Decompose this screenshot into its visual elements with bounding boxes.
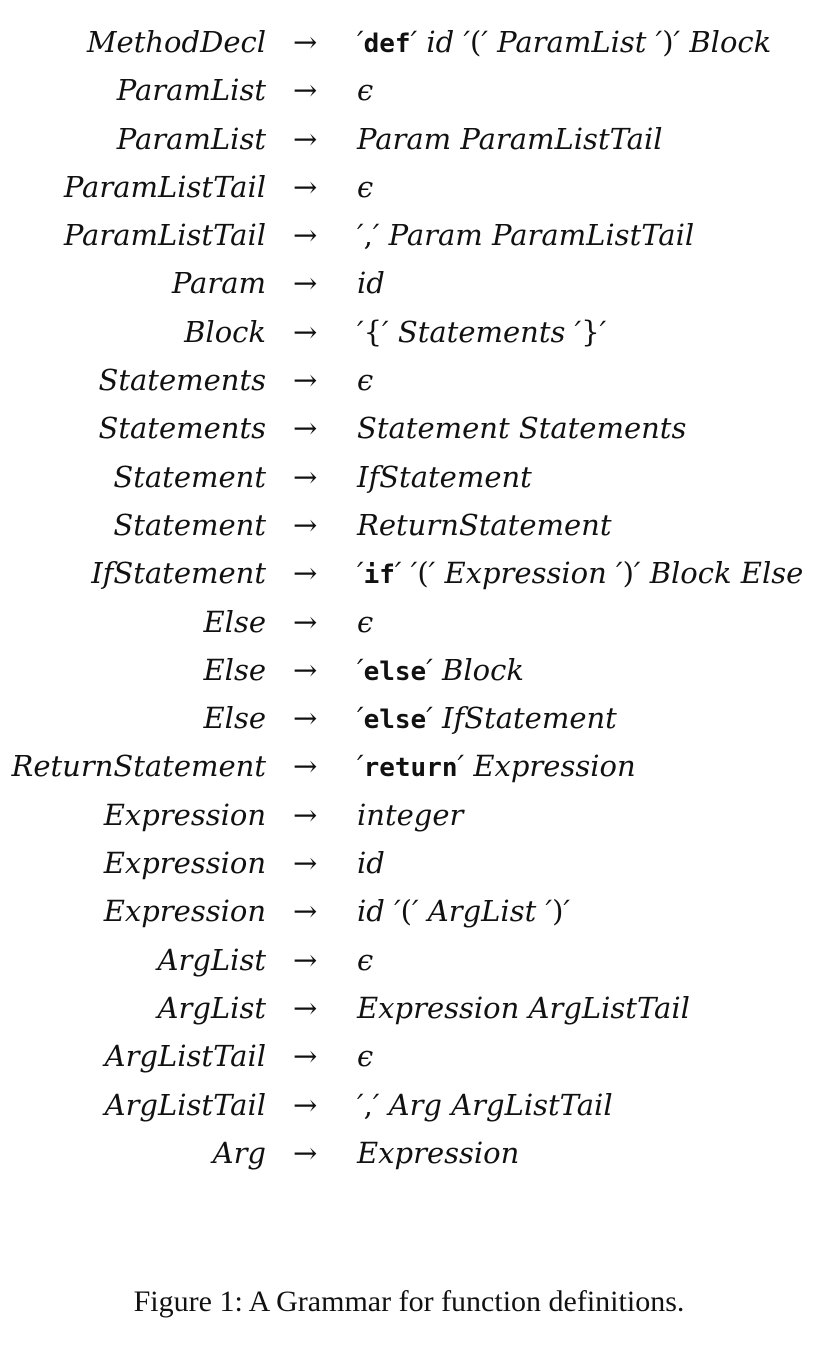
- rule-rhs: [357, 18, 771, 68]
- grammar-rule: [0, 887, 824, 935]
- production-arrow: →: [293, 894, 318, 929]
- rule-lhs: Expression: [103, 797, 266, 832]
- keyword-text: return: [363, 753, 458, 784]
- literal-text: {: [363, 314, 383, 349]
- grammar-rule: [0, 598, 824, 646]
- nonterminal-symbol: Expression: [357, 1135, 520, 1170]
- rule-lhs: ArgList: [157, 990, 266, 1025]
- epsilon-symbol: ϵ: [357, 169, 374, 204]
- rule-rhs: [357, 646, 524, 696]
- keyword-terminal: ′return′: [357, 749, 465, 784]
- rule-lhs: Else: [203, 652, 266, 687]
- rule-rhs: [357, 115, 663, 163]
- grammar-rule: [0, 259, 824, 307]
- production-arrow: →: [293, 604, 318, 639]
- grammar-rule: [0, 404, 824, 452]
- rule-lhs: IfStatement: [91, 556, 266, 591]
- grammar-rule: [0, 936, 824, 984]
- rule-lhs: ArgList: [157, 942, 266, 977]
- grammar-rule: [0, 646, 824, 694]
- rule-rhs: [357, 1081, 613, 1129]
- rule-rhs: [357, 1032, 373, 1080]
- nonterminal-symbol: Statement: [357, 411, 510, 446]
- grammar-rule: [0, 18, 824, 66]
- epsilon-symbol: ϵ: [357, 942, 374, 977]
- literal-terminal: ′,′: [357, 1087, 380, 1122]
- keyword-terminal: ′if′: [357, 556, 402, 591]
- rule-rhs: [357, 887, 570, 935]
- rule-lhs: Param: [171, 266, 266, 301]
- nonterminal-symbol: IfStatement: [357, 459, 532, 494]
- rule-lhs: MethodDecl: [86, 25, 266, 59]
- rule-lhs: Else: [203, 701, 266, 736]
- literal-terminal: ′)′: [615, 556, 641, 591]
- literal-terminal: ′,′: [357, 218, 380, 253]
- grammar-rules: [0, 18, 824, 1177]
- nonterminal-symbol: ArgListTail: [451, 1087, 613, 1122]
- nonterminal-symbol: id: [357, 846, 385, 881]
- production-arrow: →: [293, 507, 318, 542]
- nonterminal-symbol: Expression: [473, 749, 636, 784]
- literal-text: (: [417, 556, 429, 591]
- rule-lhs: Statements: [98, 411, 266, 446]
- production-arrow: →: [293, 1135, 318, 1170]
- figure-caption: Figure 1: A Grammar for function definitions.: [133, 1285, 685, 1318]
- production-arrow: →: [293, 797, 318, 832]
- literal-terminal: ′)′: [545, 894, 570, 929]
- keyword-terminal: ′def′: [357, 25, 418, 59]
- nonterminal-symbol: IfStatement: [442, 701, 617, 736]
- production-arrow: →: [293, 169, 318, 204]
- production-arrow: →: [293, 942, 318, 977]
- grammar-rule: [0, 984, 824, 1032]
- grammar-rule: [0, 1081, 824, 1129]
- production-arrow: →: [293, 1039, 318, 1074]
- rule-rhs: [357, 549, 803, 599]
- rule-lhs: Expression: [103, 846, 266, 881]
- nonterminal-symbol: Param: [357, 121, 452, 156]
- nonterminal-symbol: id: [426, 25, 455, 59]
- grammar-rule: [0, 694, 824, 742]
- rule-lhs: Statement: [113, 459, 266, 494]
- literal-text: (: [400, 894, 412, 929]
- keyword-terminal: ′else′: [357, 652, 433, 687]
- keyword-text: if: [363, 560, 395, 591]
- literal-terminal: ′{′: [357, 314, 389, 349]
- nonterminal-symbol: ArgList: [427, 894, 537, 929]
- grammar-rule: [0, 453, 824, 501]
- rule-rhs: [357, 501, 612, 549]
- literal-text: ): [552, 894, 564, 929]
- production-arrow: →: [293, 73, 318, 108]
- grammar-rule: [0, 356, 824, 404]
- nonterminal-symbol: ParamListTail: [492, 218, 695, 253]
- literal-terminal: ′(′: [394, 894, 419, 929]
- nonterminal-symbol: Expression: [357, 990, 520, 1025]
- epsilon-symbol: ϵ: [357, 73, 374, 108]
- literal-terminal: ′(′: [463, 25, 488, 59]
- grammar-rule: [0, 115, 824, 163]
- rule-lhs: ParamListTail: [63, 169, 266, 204]
- production-arrow: →: [293, 990, 318, 1025]
- rule-rhs: [357, 742, 636, 792]
- keyword-text: else: [363, 656, 427, 687]
- rule-lhs: Statement: [113, 507, 266, 542]
- rule-rhs: [357, 984, 690, 1032]
- grammar-rule: [0, 549, 824, 597]
- rule-lhs: ArgListTail: [104, 1087, 266, 1122]
- nonterminal-symbol: Block: [689, 25, 772, 59]
- grammar-rule: [0, 308, 824, 356]
- nonterminal-symbol: ReturnStatement: [357, 507, 612, 542]
- nonterminal-symbol: Statements: [518, 411, 687, 446]
- nonterminal-symbol: ArgListTail: [528, 990, 690, 1025]
- nonterminal-symbol: Block: [442, 652, 524, 687]
- literal-terminal: ′(′: [410, 556, 436, 591]
- nonterminal-symbol: Else: [740, 556, 804, 591]
- rule-rhs: [357, 259, 385, 307]
- rule-rhs: [357, 211, 694, 259]
- rule-rhs: [357, 163, 373, 211]
- keyword-terminal: ′else′: [357, 701, 433, 736]
- rule-rhs: [357, 453, 532, 501]
- grammar-rule: [0, 742, 824, 790]
- rule-rhs: [357, 839, 385, 887]
- rule-lhs: ParamListTail: [63, 218, 266, 253]
- grammar-rule: [0, 501, 824, 549]
- nonterminal-symbol: integer: [357, 797, 464, 832]
- nonterminal-symbol: Arg: [388, 1087, 442, 1122]
- literal-terminal: ′}′: [574, 314, 607, 349]
- rule-rhs: [357, 356, 373, 404]
- rule-rhs: [357, 1129, 519, 1177]
- nonterminal-symbol: Statements: [397, 314, 566, 349]
- literal-text: ,: [363, 1087, 373, 1122]
- production-arrow: →: [293, 749, 318, 784]
- rule-rhs: [357, 791, 463, 839]
- epsilon-symbol: ϵ: [357, 363, 374, 398]
- literal-text: ,: [363, 218, 373, 253]
- production-arrow: →: [293, 556, 318, 591]
- production-arrow: →: [293, 459, 318, 494]
- grammar-rule: [0, 163, 824, 211]
- nonterminal-symbol: Expression: [444, 556, 607, 591]
- rule-lhs: Expression: [103, 894, 266, 929]
- literal-text: ): [622, 556, 634, 591]
- literal-text: }: [581, 314, 600, 349]
- production-arrow: →: [293, 701, 318, 736]
- rule-lhs: Block: [184, 314, 266, 349]
- grammar-rule: [0, 211, 824, 259]
- rule-rhs: [357, 308, 606, 356]
- rule-rhs: [357, 66, 373, 114]
- nonterminal-symbol: ParamListTail: [460, 121, 663, 156]
- rule-lhs: Statements: [98, 363, 266, 398]
- literal-text: (: [470, 25, 482, 59]
- grammar-rule: [0, 839, 824, 887]
- nonterminal-symbol: id: [357, 894, 385, 929]
- nonterminal-symbol: ParamList: [497, 25, 647, 59]
- rule-lhs: Arg: [212, 1135, 266, 1170]
- nonterminal-symbol: id: [357, 266, 385, 301]
- production-arrow: →: [293, 411, 318, 446]
- literal-terminal: ′)′: [655, 25, 681, 59]
- keyword-text: else: [363, 705, 427, 736]
- rule-rhs: [357, 404, 686, 452]
- rule-lhs: Else: [203, 604, 266, 639]
- production-arrow: →: [293, 1087, 318, 1122]
- epsilon-symbol: ϵ: [357, 1039, 374, 1074]
- rule-lhs: ParamList: [116, 73, 266, 108]
- keyword-text: def: [363, 29, 411, 59]
- production-arrow: →: [293, 266, 318, 301]
- production-arrow: →: [293, 363, 318, 398]
- grammar-rule: [0, 791, 824, 839]
- rule-lhs: ParamList: [116, 121, 266, 156]
- grammar-rule: [0, 66, 824, 114]
- nonterminal-symbol: Param: [388, 218, 483, 253]
- grammar-rule: [0, 1032, 824, 1080]
- rule-lhs: ReturnStatement: [11, 749, 266, 784]
- epsilon-symbol: ϵ: [357, 604, 374, 639]
- production-arrow: →: [293, 218, 318, 253]
- rule-rhs: [357, 598, 373, 646]
- rule-lhs: ArgListTail: [104, 1039, 266, 1074]
- production-arrow: →: [293, 25, 318, 59]
- production-arrow: →: [293, 314, 318, 349]
- literal-text: ): [662, 25, 674, 59]
- production-arrow: →: [293, 121, 318, 156]
- rule-rhs: [357, 694, 617, 744]
- nonterminal-symbol: Block: [649, 556, 732, 591]
- grammar-rule: [0, 1129, 824, 1177]
- production-arrow: →: [293, 652, 318, 687]
- production-arrow: →: [293, 846, 318, 881]
- rule-rhs: [357, 936, 373, 984]
